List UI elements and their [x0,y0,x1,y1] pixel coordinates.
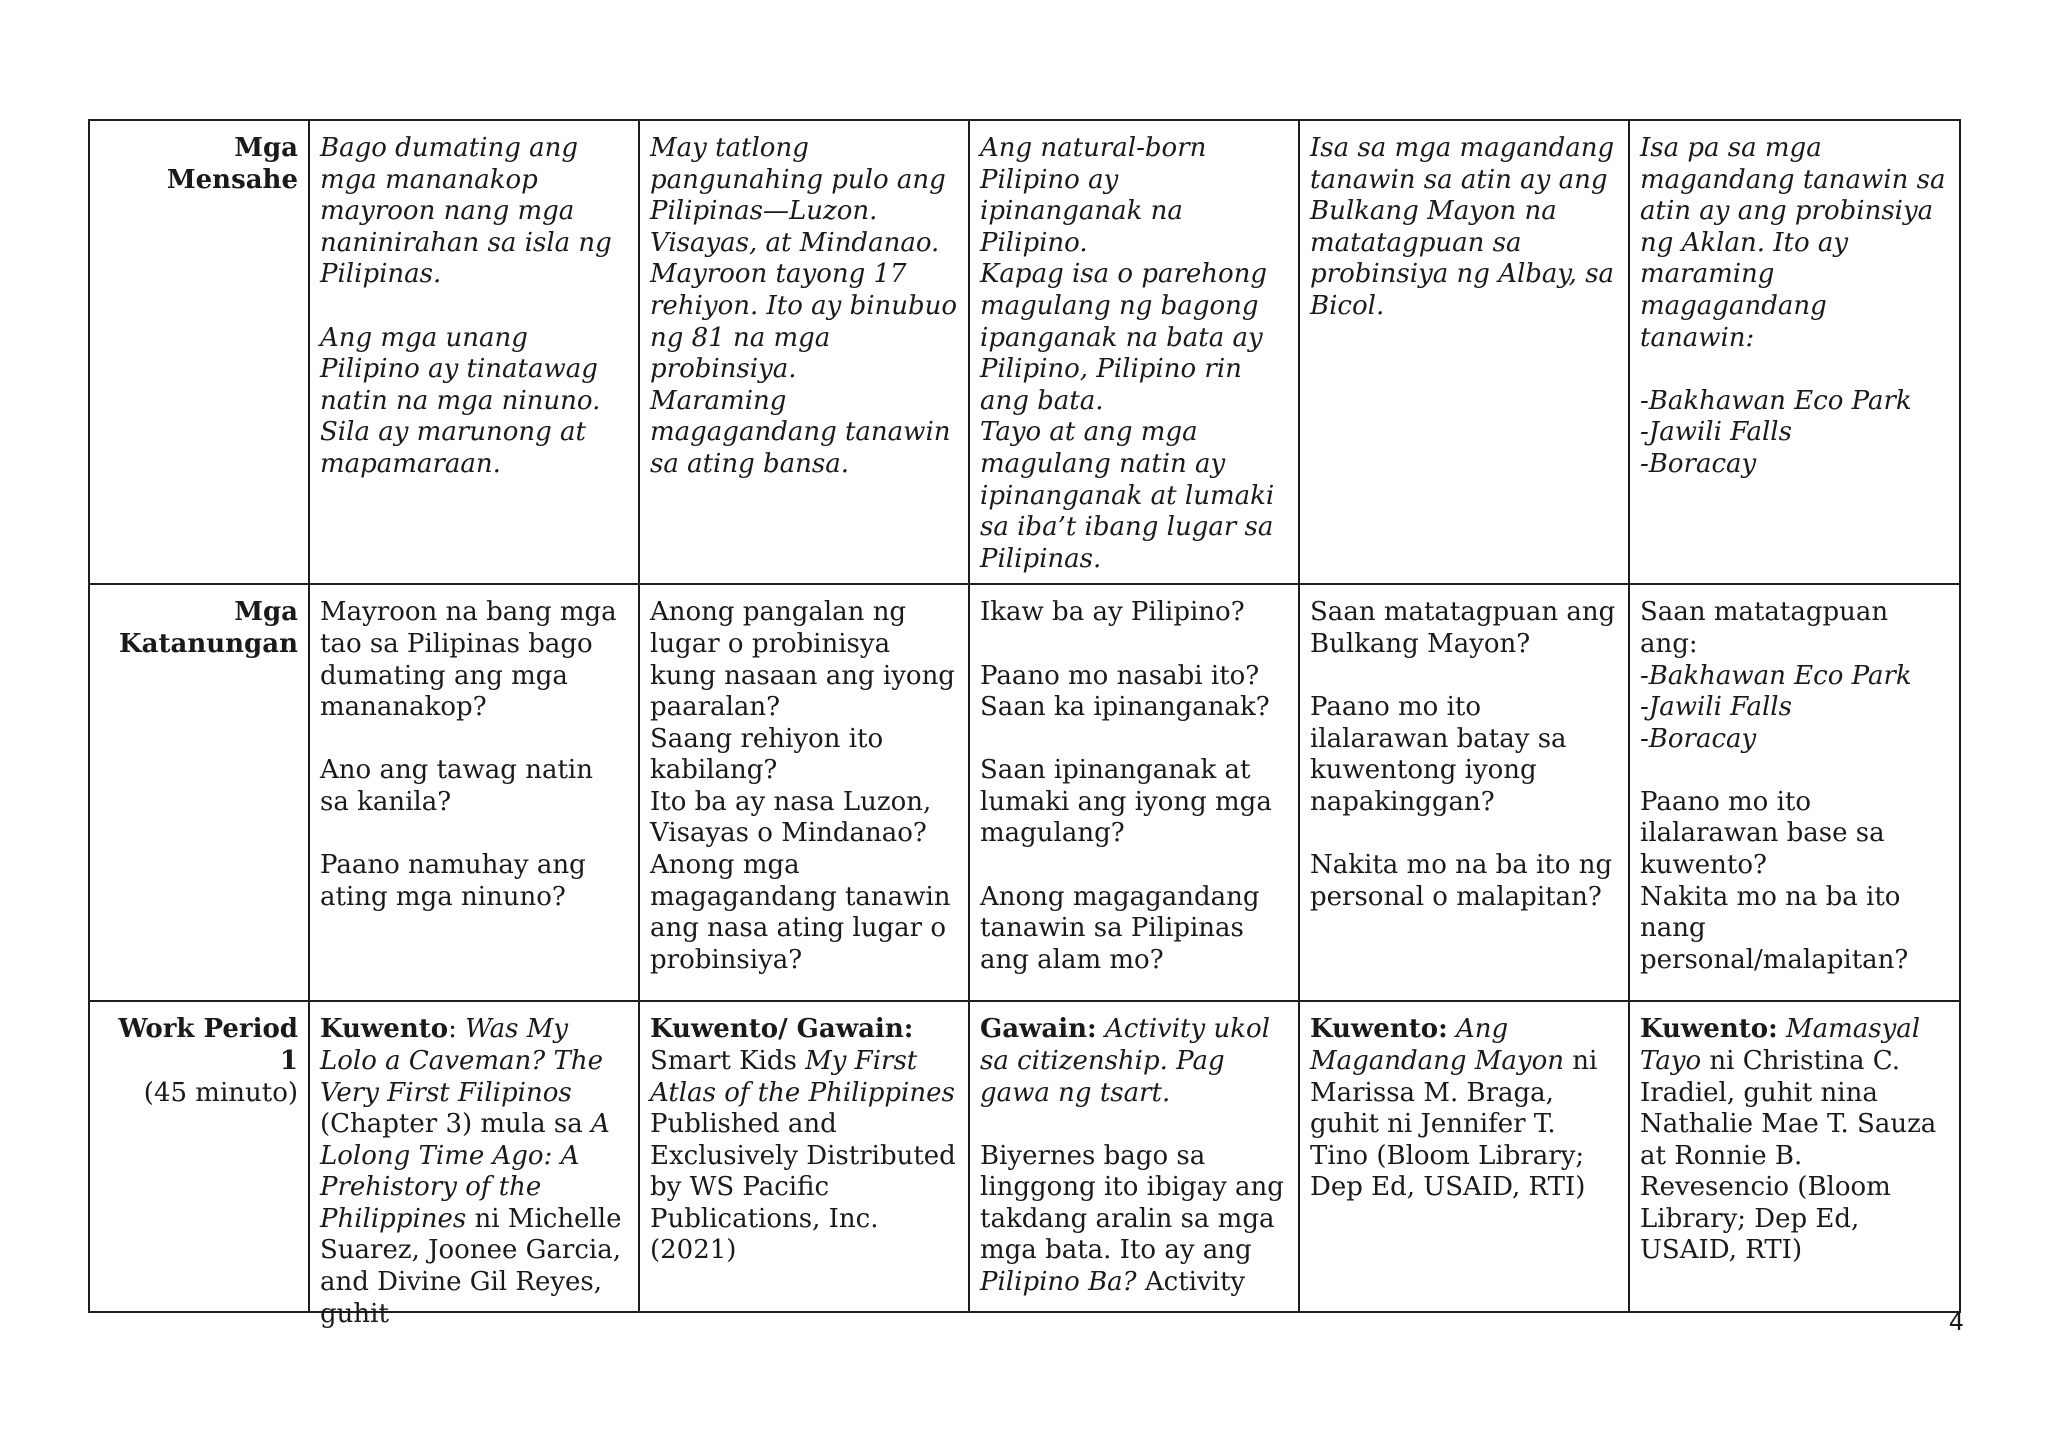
table-cell: Ang natural-born Pilipino ay ipinanganak na Pilipino. Kapag isa o parehong magulang ng bagong ipanganak na bata ay Pilipino, Pilipino rin ang bata. Tayo at ang mga magulang natin ay ipinanganak at lumaki sa iba’t ibang lugar sa Pilipinas. [969,120,1299,584]
table-row-work-period [89,1001,1960,1312]
table-cell: Anong pangalan ng lugar o probinisya kung nasaan ang iyong paaralan? Saang rehiyon ito kabilang? Ito ba ay nasa Luzon, Visayas o Mindanao? Anong mga magagandang tanawin ang nasa ating lugar o probinsiya? [639,584,969,1001]
table-cell: Kuwento: Ang Magandang Mayon ni Marissa M. Braga, guhit ni Jennifer T. Tino (Bloom Library; Dep Ed, USAID, RTI) [1299,1001,1629,1312]
table-cell: Saan matatagpuan ang: -Bakhawan Eco Park -Jawili Falls -Boracay Paano mo ito ilalarawan base sa kuwento? Nakita mo na ba ito nang personal/malapitan? [1629,584,1960,1001]
table-cell: May tatlong pangunahing pulo ang Pilipinas—Luzon. Visayas, at Mindanao. Mayroon tayong 17 rehiyon. Ito ay binubuo ng 81 na mga probinsiya. Maraming magagandang tanawin sa ating bansa. [639,120,969,584]
page-number: 4 [1948,1308,1964,1336]
table-cell: Isa pa sa mga magandang tanawin sa atin ay ang probinsiya ng Aklan. Ito ay maraming magagandang tanawin: -Bakhawan Eco Park -Jawili Falls -Boracay [1629,120,1960,584]
row-label-katanungan: Mga Katanungan [89,584,309,1001]
lesson-plan-table [88,119,1961,1329]
table-cell: Kuwento/ Gawain: Smart Kids My First Atlas of the Philippines Published and Exclusively Distributed by WS Pacific Publications, Inc. (2021) [639,1001,969,1312]
table-cell: Saan matatagpuan ang Bulkang Mayon? Paano mo ito ilalarawan batay sa kuwentong iyong napakinggan? Nakita mo na ba ito ng personal o malapitan? [1299,584,1629,1001]
row-label-work-period: Work Period 1 (45 minuto) [89,1001,309,1312]
table-cell: Mayroon na bang mga tao sa Pilipinas bago dumating ang mga mananakop? Ano ang tawag natin sa kanila? Paano namuhay ang ating mga ninuno? [309,584,639,1001]
table-cell: Gawain: Activity ukol sa citizenship. Pag gawa ng tsart. Biyernes bago sa linggong ito ibigay ang takdang aralin sa mga mga bata. Ito ay ang Pilipino Ba? Activity [969,1001,1299,1312]
table-row-mensahe [89,120,1960,584]
table-row-katanungan [89,584,1960,1001]
table-cell: Kuwento: Was My Lolo a Caveman? The Very First Filipinos (Chapter 3) mula sa A Lolong Time Ago: A Prehistory of the Philippines ni Michelle Suarez, Joonee Garcia, and Divine Gil Reyes, guhit [309,1001,639,1312]
row-label-mensahe: Mga Mensahe [89,120,309,584]
table-cell: Ikaw ba ay Pilipino? Paano mo nasabi ito? Saan ka ipinanganak? Saan ipinanganak at lumaki ang iyong mga magulang? Anong magagandang tanawin sa Pilipinas ang alam mo? [969,584,1299,1001]
table-cell: Kuwento: Mamasyal Tayo ni Christina C. Iradiel, guhit nina Nathalie Mae T. Sauza at Ronnie B. Revesencio (Bloom Library; Dep Ed, USAID, RTI) [1629,1001,1960,1312]
table-cell: Isa sa mga magandang tanawin sa atin ay ang Bulkang Mayon na matatagpuan sa probinsiya ng Albay, sa Bicol. [1299,120,1629,584]
places-list: -Bakhawan Eco Park -Jawili Falls -Boracay [1640,660,1912,754]
table-cell: Bago dumating ang mga mananakop mayroon nang mga naninirahan sa isla ng Pilipinas. Ang mga unang Pilipino ay tinatawag natin na mga ninuno. Sila ay marunong at mapamaraan. [309,120,639,584]
